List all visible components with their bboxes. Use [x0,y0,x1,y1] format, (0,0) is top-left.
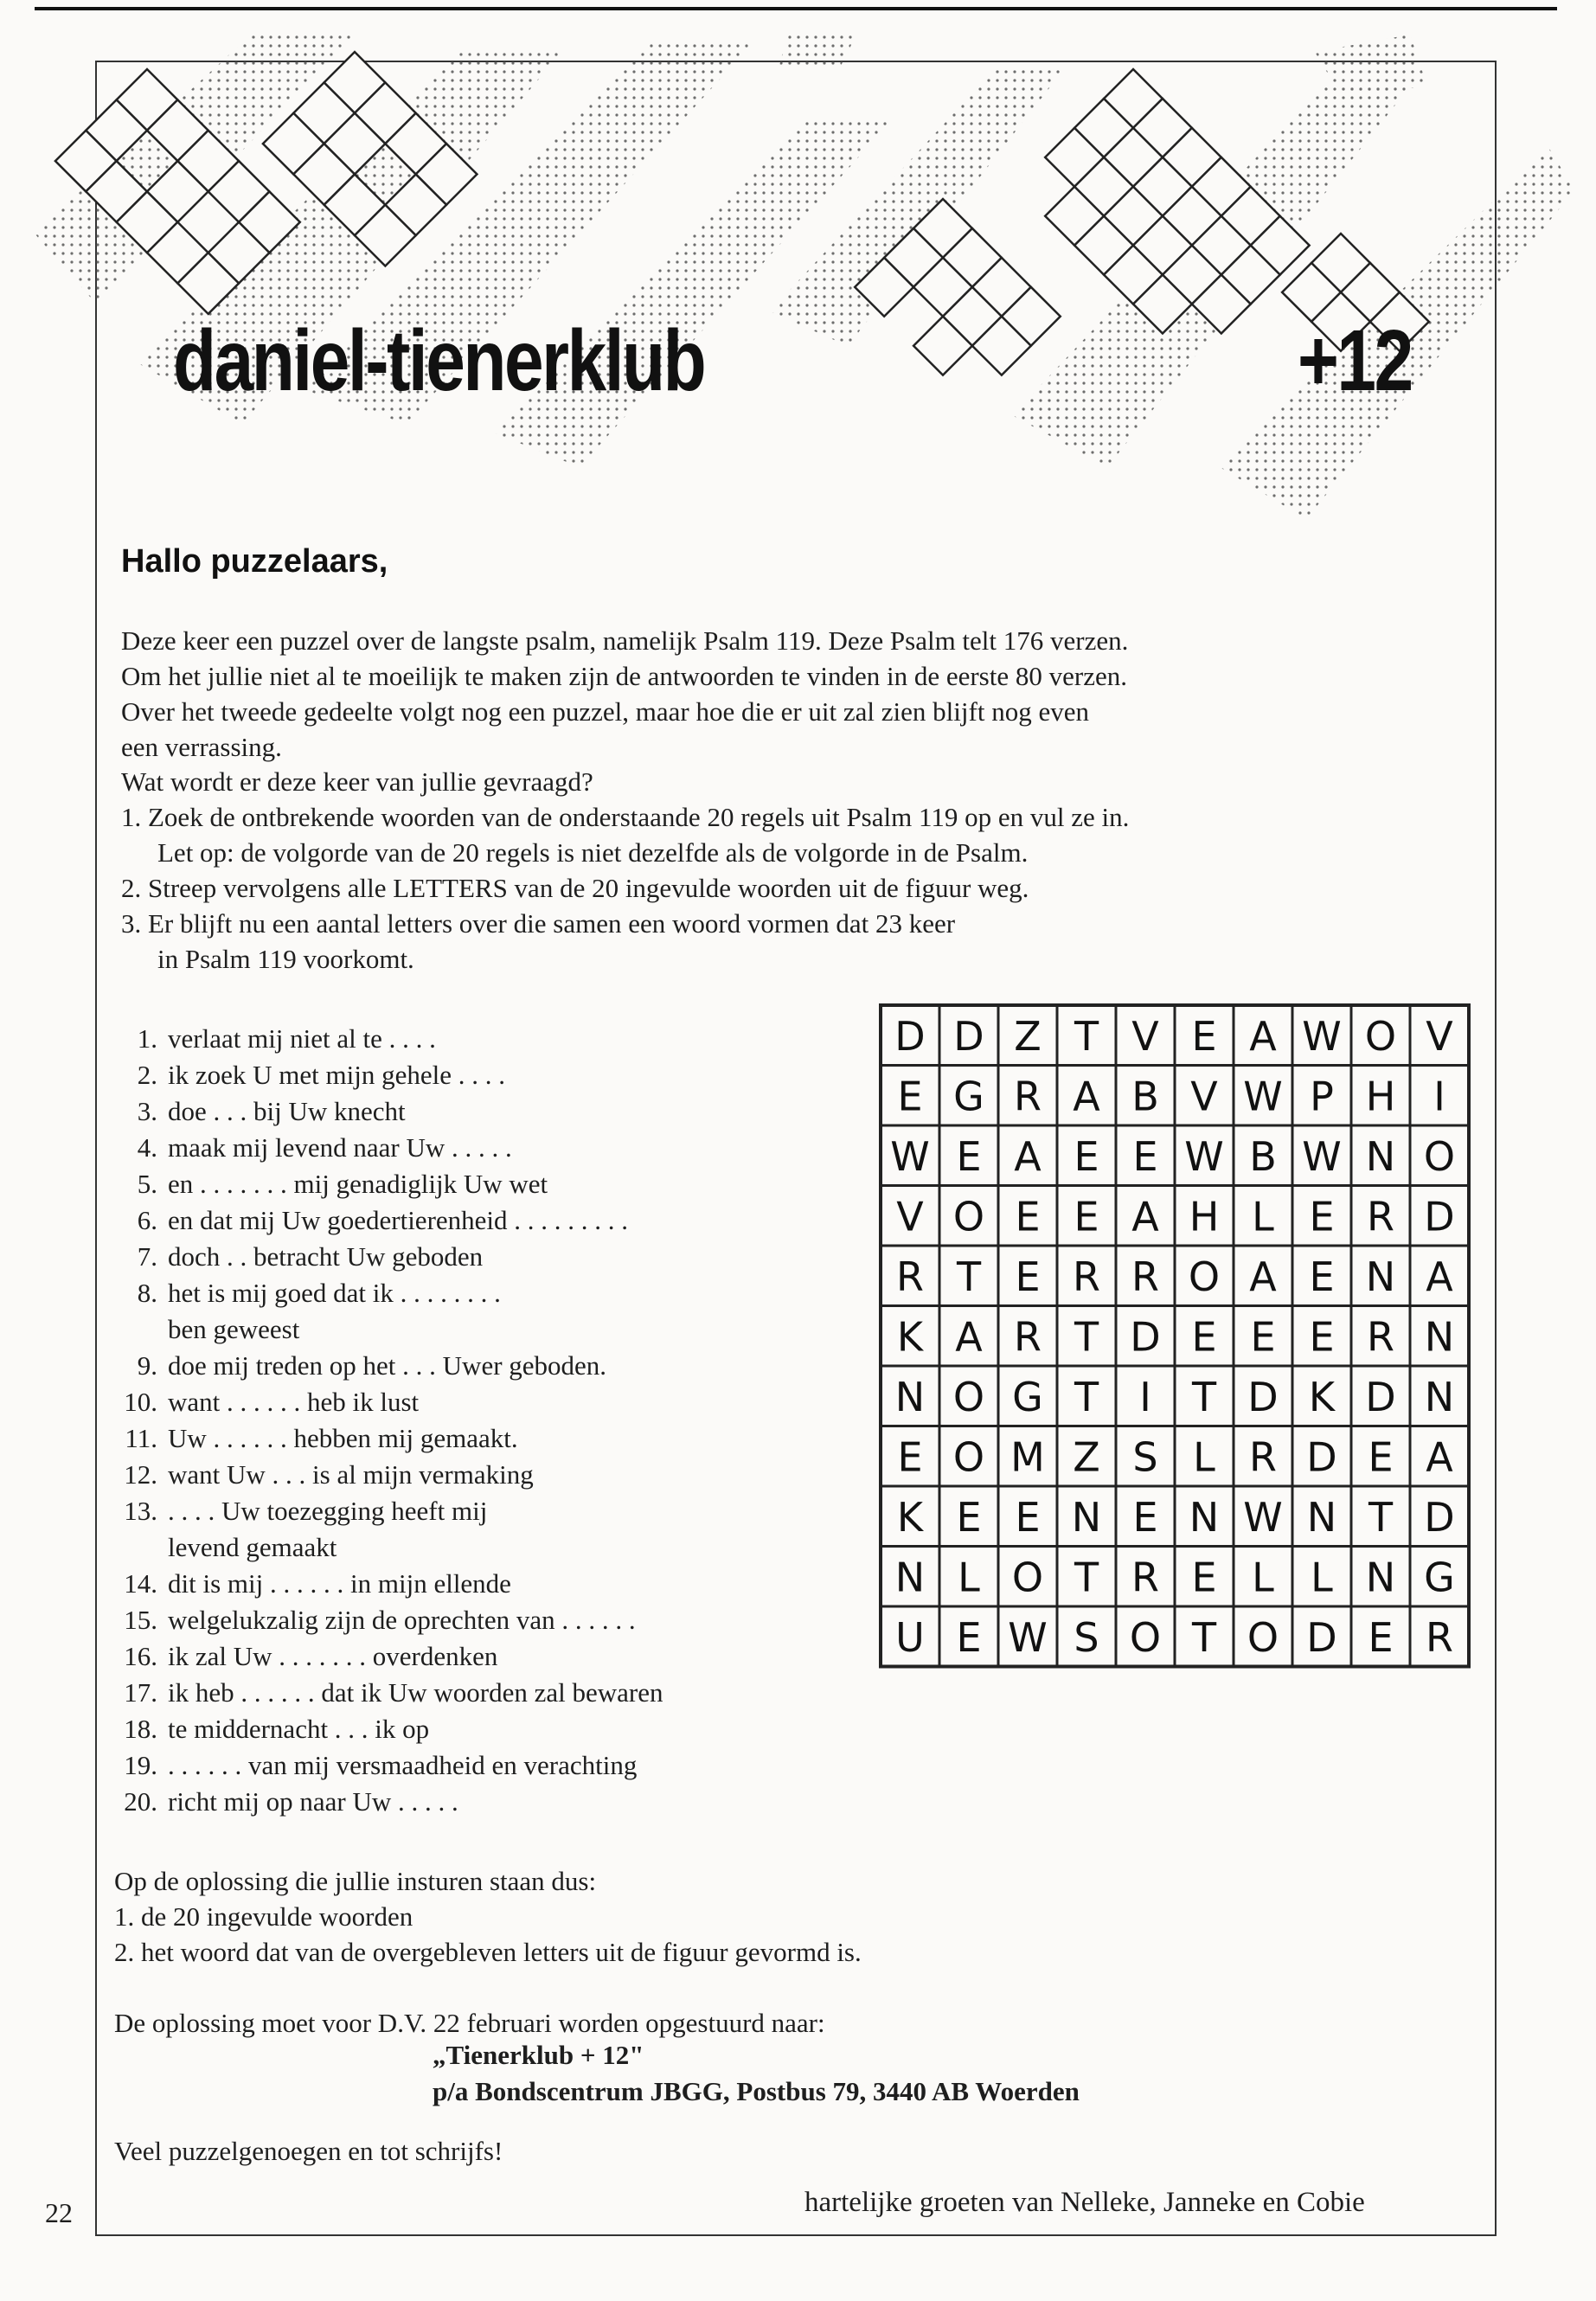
clue-number: 17. [124,1677,157,1708]
grid-letter: A [1073,1073,1100,1120]
clue-number: 14. [124,1568,157,1599]
clue-text: ik zal Uw . . . . . . . overdenken [168,1641,498,1671]
grid-letter: G [1012,1373,1043,1420]
grid-letter: E [1191,1313,1217,1361]
grid-letter: N [1424,1313,1455,1361]
clue-continuation: levend gemaakt [168,1532,337,1562]
greeting-heading: Hallo puzzelaars, [121,543,388,580]
grid-letter: O [952,1193,985,1240]
solution-info [114,1863,862,1970]
clue-item [114,1747,663,1784]
grid-letter: D [953,1012,984,1060]
clue-text: doe . . . bij Uw knecht [168,1096,406,1126]
grid-letter: R [1249,1433,1277,1481]
grid-letter: L [1193,1433,1215,1481]
instructions-question: Wat wordt er deze keer van jullie gevraagd? [121,766,593,797]
grid-letter: N [1365,1132,1396,1180]
clue-number: 20. [124,1786,157,1817]
grid-letter: E [897,1433,923,1481]
grid-letter: L [1252,1193,1274,1240]
grid-letter: L [958,1554,980,1601]
grid-letter: E [1309,1313,1335,1361]
clue-item [114,1457,663,1493]
clue-text: doch . . betracht Uw geboden [168,1241,484,1272]
grid-letter: H [1365,1073,1396,1120]
clue-number: 1. [137,1023,157,1054]
address-name: „Tienerklub + 12" [433,2040,644,2070]
grid-letter: A [1249,1253,1277,1300]
clue-item [114,1202,663,1239]
grid-letter: D [894,1012,926,1060]
intro-paragraph [121,623,1128,765]
clue-item [114,1638,663,1675]
grid-letter: E [1015,1493,1041,1541]
grid-letter: E [956,1493,982,1541]
grid-letter: W [1302,1012,1342,1060]
grid-letter: Z [1014,1012,1042,1060]
header-decoration [26,17,1574,536]
instruction-step: Let op: de volgorde van de 20 regels is niet dezelfde als de volgorde in de Psalm. [157,837,1029,868]
clue-text: want Uw . . . is al mijn vermaking [168,1459,534,1490]
grid-letter: N [894,1554,926,1601]
letter-grid-puzzle [877,1002,1483,1670]
deadline-text: De oplossing moet voor D.V. 22 februari worden opgestuurd naar: [114,2008,825,2038]
grid-letter: T [1191,1373,1217,1420]
grid-letter: E [1132,1132,1158,1180]
grid-letter: W [1008,1613,1048,1661]
grid-letter: W [890,1132,930,1180]
clue-text: en . . . . . . . mij genadiglijk Uw wet [168,1169,548,1199]
clue-number: 2. [137,1060,157,1090]
grid-letter: D [1306,1433,1337,1481]
grid-letter: T [956,1253,982,1300]
clue-list [114,1021,663,1820]
grid-letter: K [1308,1373,1336,1420]
grid-letter: T [1074,1373,1099,1420]
clue-item [114,1784,663,1820]
clue-number: 12. [124,1459,157,1490]
clue-text: richt mij op naar Uw . . . . . [168,1786,458,1817]
grid-letter: V [1131,1012,1159,1060]
address-line: p/a Bondscentrum JBGG, Postbus 79, 3440 AB Woerden [433,2076,1080,2106]
grid-letter: D [1130,1313,1161,1361]
grid-letter: N [1306,1493,1337,1541]
grid-letter: V [1190,1073,1218,1120]
grid-letter: E [1015,1253,1041,1300]
grid-letter: G [953,1073,984,1120]
clue-number: 10. [124,1387,157,1417]
grid-letter: A [1131,1193,1159,1240]
grid-letter: W [1243,1073,1283,1120]
intro-line: Om het jullie niet al te moeilijk te maken zijn de antwoorden te vinden in de eerste 80 verzen. [121,661,1127,691]
clue-text: ik zoek U met mijn gehele . . . . [168,1060,505,1090]
grid-letter: T [1191,1613,1217,1661]
grid-letter: O [1247,1613,1279,1661]
grid-letter: N [1071,1493,1102,1541]
clue-number: 16. [124,1641,157,1671]
clue-number: 3. [137,1096,157,1126]
top-rule [35,7,1557,10]
closing-text: Veel puzzelgenoegen en tot schrijfs! [114,2136,503,2166]
clue-number: 19. [124,1750,157,1780]
clue-item [114,1021,663,1057]
grid-letter: E [956,1132,982,1180]
instruction-step: 1. Zoek de ontbrekende woorden van de onderstaande 20 regels uit Psalm 119 op en vul ze in. [121,802,1130,832]
grid-letter: A [1426,1433,1453,1481]
grid-letter: A [955,1313,983,1361]
clue-text: het is mij goed dat ik . . . . . . . . [168,1278,501,1308]
grid-letter: R [1014,1313,1042,1361]
grid-letter: E [897,1073,923,1120]
grid-letter: B [1249,1132,1277,1180]
grid-letter: H [1189,1193,1220,1240]
clue-number: 13. [124,1496,157,1526]
club-title: daniel-tienerklub [173,312,705,409]
grid-letter: I [1139,1373,1151,1420]
grid-letter: E [1074,1193,1099,1240]
grid-letter: R [1131,1253,1159,1300]
clue-item [114,1239,663,1275]
solution-item: 2. het woord dat van de overgebleven letters uit de figuur gevormd is. [114,1937,862,1967]
grid-letter: N [1189,1493,1220,1541]
grid-letter: O [952,1373,985,1420]
grid-letter: N [1365,1554,1396,1601]
grid-letter: S [1132,1433,1158,1481]
clue-item [114,1420,663,1457]
grid-letter: Z [1073,1433,1100,1481]
clue-item [114,1602,663,1638]
intro-line: een verrassing. [121,732,282,762]
grid-letter: E [1368,1433,1394,1481]
grid-letter: E [1191,1554,1217,1601]
grid-letter: V [896,1193,924,1240]
grid-letter: T [1074,1313,1099,1361]
grid-letter: W [1302,1132,1342,1180]
grid-letter: R [896,1253,924,1300]
grid-letter: L [1311,1554,1333,1601]
grid-letter: O [952,1433,985,1481]
grid-letter: R [1367,1193,1394,1240]
instructions [121,764,1129,977]
clue-text: doe mij treden op het . . . Uwer geboden. [168,1350,607,1381]
grid-letter: E [1191,1012,1217,1060]
grid-letter: U [895,1613,925,1661]
solution-intro: Op de oplossing die jullie insturen staan dus: [114,1866,597,1896]
grid-letter: E [1368,1613,1394,1661]
letter-grid [877,1002,1483,1670]
clue-text: . . . . . . van mij versmaadheid en verachting [168,1750,638,1780]
grid-letter: R [1426,1613,1453,1661]
grid-letter: D [1306,1613,1337,1661]
grid-letter: R [1367,1313,1394,1361]
instruction-step: 2. Streep vervolgens alle LETTERS van de 20 ingevulde woorden uit de figuur weg. [121,873,1029,903]
grid-letter: N [894,1373,926,1420]
clue-item [114,1166,663,1202]
grid-letter: N [1424,1373,1455,1420]
clue-number: 7. [137,1241,157,1272]
grid-letter: O [1364,1012,1397,1060]
signoff-text: hartelijke groeten van Nelleke, Janneke en Cobie [804,2187,1365,2218]
grid-letter: D [1365,1373,1396,1420]
grid-letter: O [1188,1253,1221,1300]
grid-letter: T [1368,1493,1394,1541]
clue-continuation: ben geweest [168,1314,300,1344]
instruction-step: in Psalm 119 voorkomt. [157,944,414,974]
grid-letter: E [1309,1193,1335,1240]
grid-letter: D [1424,1193,1455,1240]
grid-letter: O [1423,1132,1456,1180]
clue-item [114,1493,663,1529]
grid-letter: O [1129,1613,1162,1661]
clue-text: maak mij levend naar Uw . . . . . [168,1132,512,1163]
clue-number: 4. [137,1132,157,1163]
grid-letter: L [1252,1554,1274,1601]
instruction-step: 3. Er blijft nu een aantal letters over die samen een woord vormen dat 23 keer [121,908,956,939]
grid-letter: E [1250,1313,1276,1361]
clue-text: Uw . . . . . . hebben mij gemaakt. [168,1423,518,1453]
grid-letter: V [1426,1012,1453,1060]
solution-item: 1. de 20 ingevulde woorden [114,1901,413,1932]
clue-item [114,1057,663,1093]
grid-letter: N [1365,1253,1396,1300]
intro-line: Over het tweede gedeelte volgt nog een puzzel, maar hoe die er uit zal zien blijft nog even [121,696,1089,727]
grid-letter: D [1424,1493,1455,1541]
clue-item [114,1275,663,1311]
grid-letter: E [1132,1493,1158,1541]
age-badge: +12 [1298,312,1412,409]
grid-letter: T [1074,1554,1099,1601]
clue-number: 5. [137,1169,157,1199]
clue-item [114,1711,663,1747]
grid-letter: R [1014,1073,1042,1120]
grid-letter: K [896,1313,924,1361]
clue-text: welgelukzalig zijn de oprechten van . . . . . . [168,1605,636,1635]
grid-letter: S [1074,1613,1099,1661]
grid-letter: E [956,1613,982,1661]
clue-text: dit is mij . . . . . . in mijn ellende [168,1568,511,1599]
grid-letter: R [1073,1253,1100,1300]
grid-letter: O [1011,1554,1044,1601]
clue-text: en dat mij Uw goedertierenheid . . . . . . . . . [168,1205,629,1235]
grid-letter: E [1015,1193,1041,1240]
grid-letter: K [896,1493,924,1541]
clue-item [114,1384,663,1420]
clue-item [114,1675,663,1711]
clue-number: 8. [137,1278,157,1308]
grid-letter: E [1074,1132,1099,1180]
grid-letter: E [1309,1253,1335,1300]
intro-line: Deze keer een puzzel over de langste psalm, namelijk Psalm 119. Deze Psalm telt 176 verzen. [121,625,1129,656]
clue-text: . . . . Uw toezegging heeft mij [168,1496,488,1526]
clue-number: 6. [137,1205,157,1235]
grid-letter: B [1131,1073,1159,1120]
grid-letter: W [1243,1493,1283,1541]
page-number: 22 [45,2197,73,2228]
grid-letter: A [1014,1132,1042,1180]
clue-number: 18. [124,1714,157,1744]
clue-number: 11. [125,1423,157,1453]
clue-text: verlaat mij niet al te . . . . [168,1023,436,1054]
grid-letter: D [1247,1373,1279,1420]
grid-letter: P [1310,1073,1334,1120]
clue-text: te middernacht . . . ik op [168,1714,430,1744]
grid-letter: M [1010,1433,1045,1481]
grid-letter: I [1433,1073,1445,1120]
grid-letter: R [1131,1554,1159,1601]
grid-letter: G [1424,1554,1455,1601]
grid-letter: T [1074,1012,1099,1060]
clue-item [114,1093,663,1130]
clue-text: want . . . . . . heb ik lust [168,1387,420,1417]
clue-number: 15. [124,1605,157,1635]
clue-number: 9. [137,1350,157,1381]
clue-item [114,1130,663,1166]
clue-text: ik heb . . . . . . dat ik Uw woorden zal bewaren [168,1677,663,1708]
grid-letter: A [1426,1253,1453,1300]
grid-letter: A [1249,1012,1277,1060]
grid-letter: W [1184,1132,1224,1180]
clue-item [114,1348,663,1384]
clue-item [114,1566,663,1602]
